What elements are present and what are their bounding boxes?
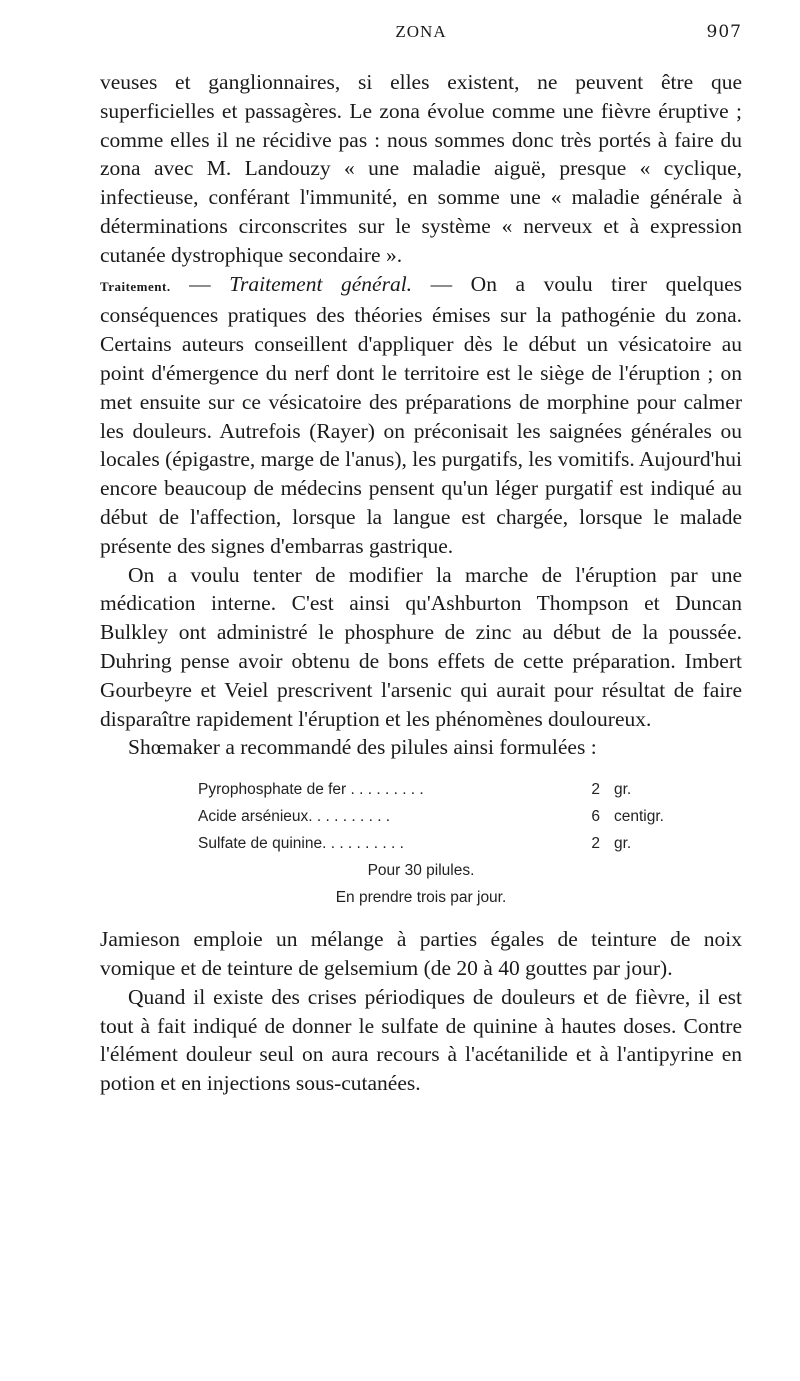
ingredient-quantity: 6 [591, 808, 600, 826]
formula-row [198, 776, 742, 803]
paragraph-1: veuses et ganglionnaires, si elles existent, ne peuvent être que superficielles et passagères. Le zona évolue comme une fièvre éruptive ; comme elles il ne récidive pas : nous sommes donc très portés à faire du zona avec M. Landouzy « une maladie aiguë, presque « cyclique, infectieuse, conférant l'immunité, en somme une « maladie générale à déterminations circonscrites sur le système « nerveux et à expression cutanée dystrophique secondaire ». [100, 70, 742, 267]
ingredient-quantity: 2 [591, 835, 600, 853]
running-title: ZONA [395, 22, 447, 41]
body-text [100, 68, 742, 1098]
dash: — [170, 271, 230, 296]
ingredient-name: Pyrophosphate de fer . . . . . . . . . [198, 781, 424, 799]
ingredient-unit: gr. [614, 835, 632, 853]
side-heading: Traitement. [100, 278, 171, 294]
paragraph-5: Jamieson emploie un mélange à parties égales de teinture de noix vomique et de teinture de gelsemium (de 20 à 40 gouttes par jour). [100, 927, 742, 980]
ingredient-quantity: 2 [591, 781, 600, 799]
paragraph-3: On a voulu tenter de modifier la marche de l'éruption par une médication interne. C'est ainsi qu'Ashburton Thompson et Duncan Bulkley ont administré le phosphure de zinc au début de la poussée. Duhring pense avoir obtenu de bons effets de cette préparation. Imbert Gourbeyre et Veiel prescrivent l'arsenic qui aurait pour résultat de faire disparaître rapidement l'éruption et les phénomènes douloureux. [100, 562, 742, 731]
formula-footer-dosage: En prendre trois par jour. [335, 889, 507, 907]
ingredient-name: Sulfate de quinine. . . . . . . . . . [198, 835, 404, 853]
formula-footer-pills: Pour 30 pilules. [367, 862, 475, 880]
formula-row [198, 830, 742, 857]
paragraph-4: Shœmaker a recommandé des pilules ainsi formulées : [128, 735, 597, 760]
formula-row [198, 803, 742, 830]
section-title: Traitement général. [229, 271, 413, 296]
prescription-formula [100, 776, 742, 911]
paragraph-6: Quand il existe des crises périodiques de douleurs et de fièvre, il est tout à fait indiqué de donner le sulfate de quinine à hautes doses. Contre l'élément douleur seul on aura recours à l'acétanilide et à l'antipyrine en potion et en injections sous-cutanées. [100, 984, 742, 1096]
page-number: 907 [706, 22, 742, 42]
ingredient-unit: gr. [614, 781, 632, 799]
paragraph-2 [100, 270, 742, 561]
ingredient-unit: centigr. [614, 808, 664, 826]
ingredient-name: Acide arsénieux. . . . . . . . . . [198, 808, 391, 826]
paragraph-2-text: — On a voulu tirer quelques conséquences pratiques des théories émises sur la pathogénie du zona. Certains auteurs conseillent d'appliquer dès le début un vésicatoire au point d'émergence du nerf dont le territoire est le siège de l'éruption ; on met ensuite sur ce vésicatoire des préparations de morphine pour calmer les douleurs. Autrefois (Rayer) on préconisait les saignées générales ou locales (épigastre, marge de l'anus), les purgatifs, les vomitifs. Aujourd'hui encore beaucoup de médecins pensent qu'un léger purgatif est indiqué au début de l'affection, lorsque la langue est chargée, lorsque le malade présente des signes d'embarras gastrique. [100, 271, 742, 558]
page-header [100, 22, 742, 52]
